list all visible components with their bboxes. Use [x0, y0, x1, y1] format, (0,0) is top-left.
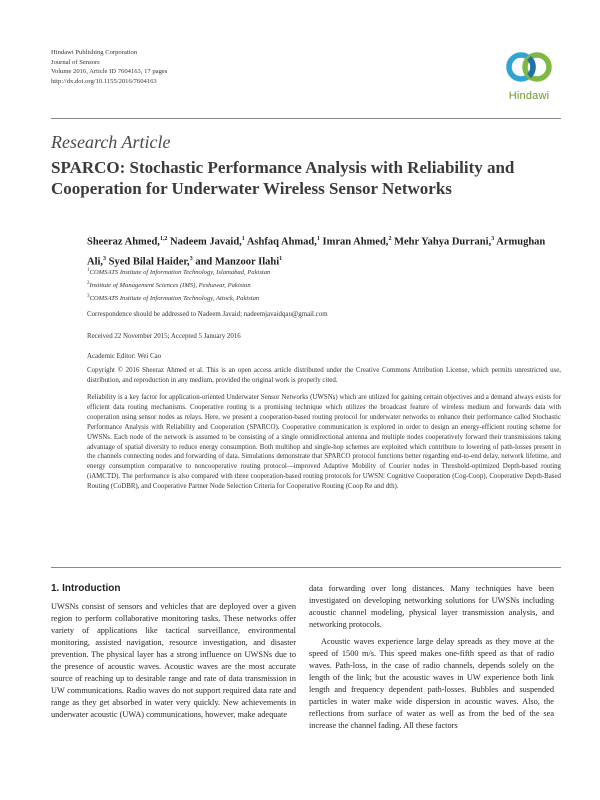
author-affiliation-mark: 1 [316, 236, 320, 242]
article-title: SPARCO: Stochastic Performance Analysis with Reliability and Cooperation for Underwater Wireless Sensor Networks [51, 158, 515, 198]
author-name: and Manzoor Ilahi [195, 256, 280, 267]
author-affiliation-mark: 1 [241, 236, 245, 242]
article-type: Research Article [51, 132, 171, 152]
journal-name: Journal of Sensors [51, 58, 100, 66]
author-list [87, 231, 561, 270]
author-name: Mehr Yahya Durrani, [394, 236, 492, 248]
affiliation-text: COMSATS Institute of Information Technology, Attock, Pakistan [89, 295, 260, 303]
affiliation-text: Institute of Management Sciences (IMS), Peshawar, Pakistan [89, 282, 251, 290]
received-dates: Received 22 November 2015; Accepted 5 January 2016 [87, 333, 241, 340]
affiliation-mark: 2 [87, 280, 90, 286]
affiliation [87, 266, 561, 279]
header-rule [51, 118, 561, 119]
affiliation-mark: 3 [87, 293, 90, 299]
left-column [51, 583, 296, 721]
academic-editor: Academic Editor: Wei Cao [87, 353, 162, 360]
author-affiliation-mark: 3 [491, 236, 495, 242]
author-name: Nadeem Javaid, [170, 236, 242, 248]
hindawi-logo-icon [497, 44, 561, 90]
hindawi-logo [497, 44, 561, 110]
author-name: Sheeraz Ahmed, [87, 236, 160, 248]
author-name: Armughan Ali, [87, 236, 546, 267]
author-name: Ashfaq Ahmad, [246, 236, 317, 248]
publication-info [51, 48, 167, 86]
author-affiliation-mark: 3 [103, 255, 107, 262]
author-affiliation-mark: 1 [279, 255, 283, 262]
author-name: Imran Ahmed, [322, 236, 389, 248]
section-heading: 1. Introduction [51, 583, 121, 594]
paragraph: data forwarding over long distances. Many techniques have been investigated on developing networking solutions for UWSNs including acoustic channel modeling, physical layer transmission analysis, and networking protocols. [309, 584, 554, 629]
logo-text: Hindawi [508, 90, 550, 102]
paragraph: UWSNs consist of sensors and vehicles that are deployed over a given region to perform collaborative monitoring tasks. These networks offer variety of applications like tactical surveillance, environmental monitoring, assisted navigation, resource investigation, and disaster prevention. The physical layer has a strong influence on UWSNs due to the presence of acoustic waves. Acoustic waves are the most accurate source of reaching up to desirable range and rate of data transmission in UW communications. Radio waves do not support required data rate and range as they get absorbed in water very quickly. New achievements in underwater acoustic (UWA) communications, however, make adequate [51, 602, 296, 719]
paragraph: Acoustic waves experience large delay spreads as they move at the speed of 1500 m/s. This speed makes one-fifth speed as that of radio waves. Path-loss, in the case of radio channels, depends solely on the length of the link; but the acoustic waves in UW experience both link length and frequency dependent path-losses. Bubbles and suspended particles in water make wide dispersion in acoustic waves. Also, the reflections from surface of water as well as from the bed of the sea increase the channel fading. All these factors [309, 637, 554, 730]
section-rule [51, 567, 561, 568]
abstract: Reliability is a key factor for application-oriented Underwater Sensor Networks (UWSNs) which are utilized for gaining certain objectives and a demand always exists for efficient data routing mechanisms. Cooperative routing is a promising technique which utilizes the broadcast feature of wireless medium and forwards data with cooperation using sensor nodes as relays. Here, we present a cooperation-based routing protocol for underwater networks to enhance their performance called Stochastic Performance Analysis with Reliability and Cooperation (SPARCO). Cooperative communication is explored in order to design an energy-efficient routing scheme for UWSNs. Each node of the network is assumed to be consisting of a single omnidirectional antenna and multiple nodes cooperatively forward their transmissions taking advantage of spatial diversity to reduce energy consumption. Both multihop and single-hop schemes are exploited which contribute to lowering of path-losses present in the channels connecting nodes and forwarding of data. Simulations demonstrate that SPARCO protocol functions better regarding end-to-end delay, network lifetime, and energy consumption comparative to noncooperative routing protocol—improved Adaptive Mobility of Courier nodes in Threshold-optimized Depth-based routing (iAMCTD). The performance is also compared with three cooperation-based routing protocols for UWSN: Cognitive Cooperation (Cog-Coop), Cooperative Depth-Based Routing (CoDBR), and Cooperative Partner Node Selection Criteria for Cooperative Routing (Coop Re and dth). [87, 394, 561, 491]
affiliation [87, 279, 561, 292]
doi-link[interactable]: http://dx.doi.org/10.1155/2016/7604163 [51, 77, 157, 85]
affiliation [87, 292, 561, 305]
affiliation-list [87, 266, 561, 305]
affiliation-text: COMSATS Institute of Information Technology, Islamabad, Pakistan [89, 269, 271, 277]
right-column [309, 583, 554, 732]
author-affiliation-mark: 3 [189, 255, 193, 262]
author-affiliation-mark: 1,2 [159, 236, 168, 242]
copyright-notice: Copyright © 2016 Sheeraz Ahmed et al. This is an open access article distributed under the Creative Commons Attribution License, which permits unrestricted use, distribution, and reproduction in any medium, provided the original work is properly cited. [87, 367, 561, 384]
affiliation-mark: 1 [87, 268, 90, 273]
publisher-name: Hindawi Publishing Corporation [51, 49, 138, 56]
correspondence: Correspondence should be addressed to Nadeem Javaid; nadeemjavaidqau@gmail.com [87, 311, 328, 318]
author-affiliation-mark: 2 [388, 236, 392, 242]
author-name: Syed Bilal Haider, [108, 256, 190, 267]
volume-line: Volume 2016, Article ID 7604163, 17 pages [51, 68, 168, 76]
